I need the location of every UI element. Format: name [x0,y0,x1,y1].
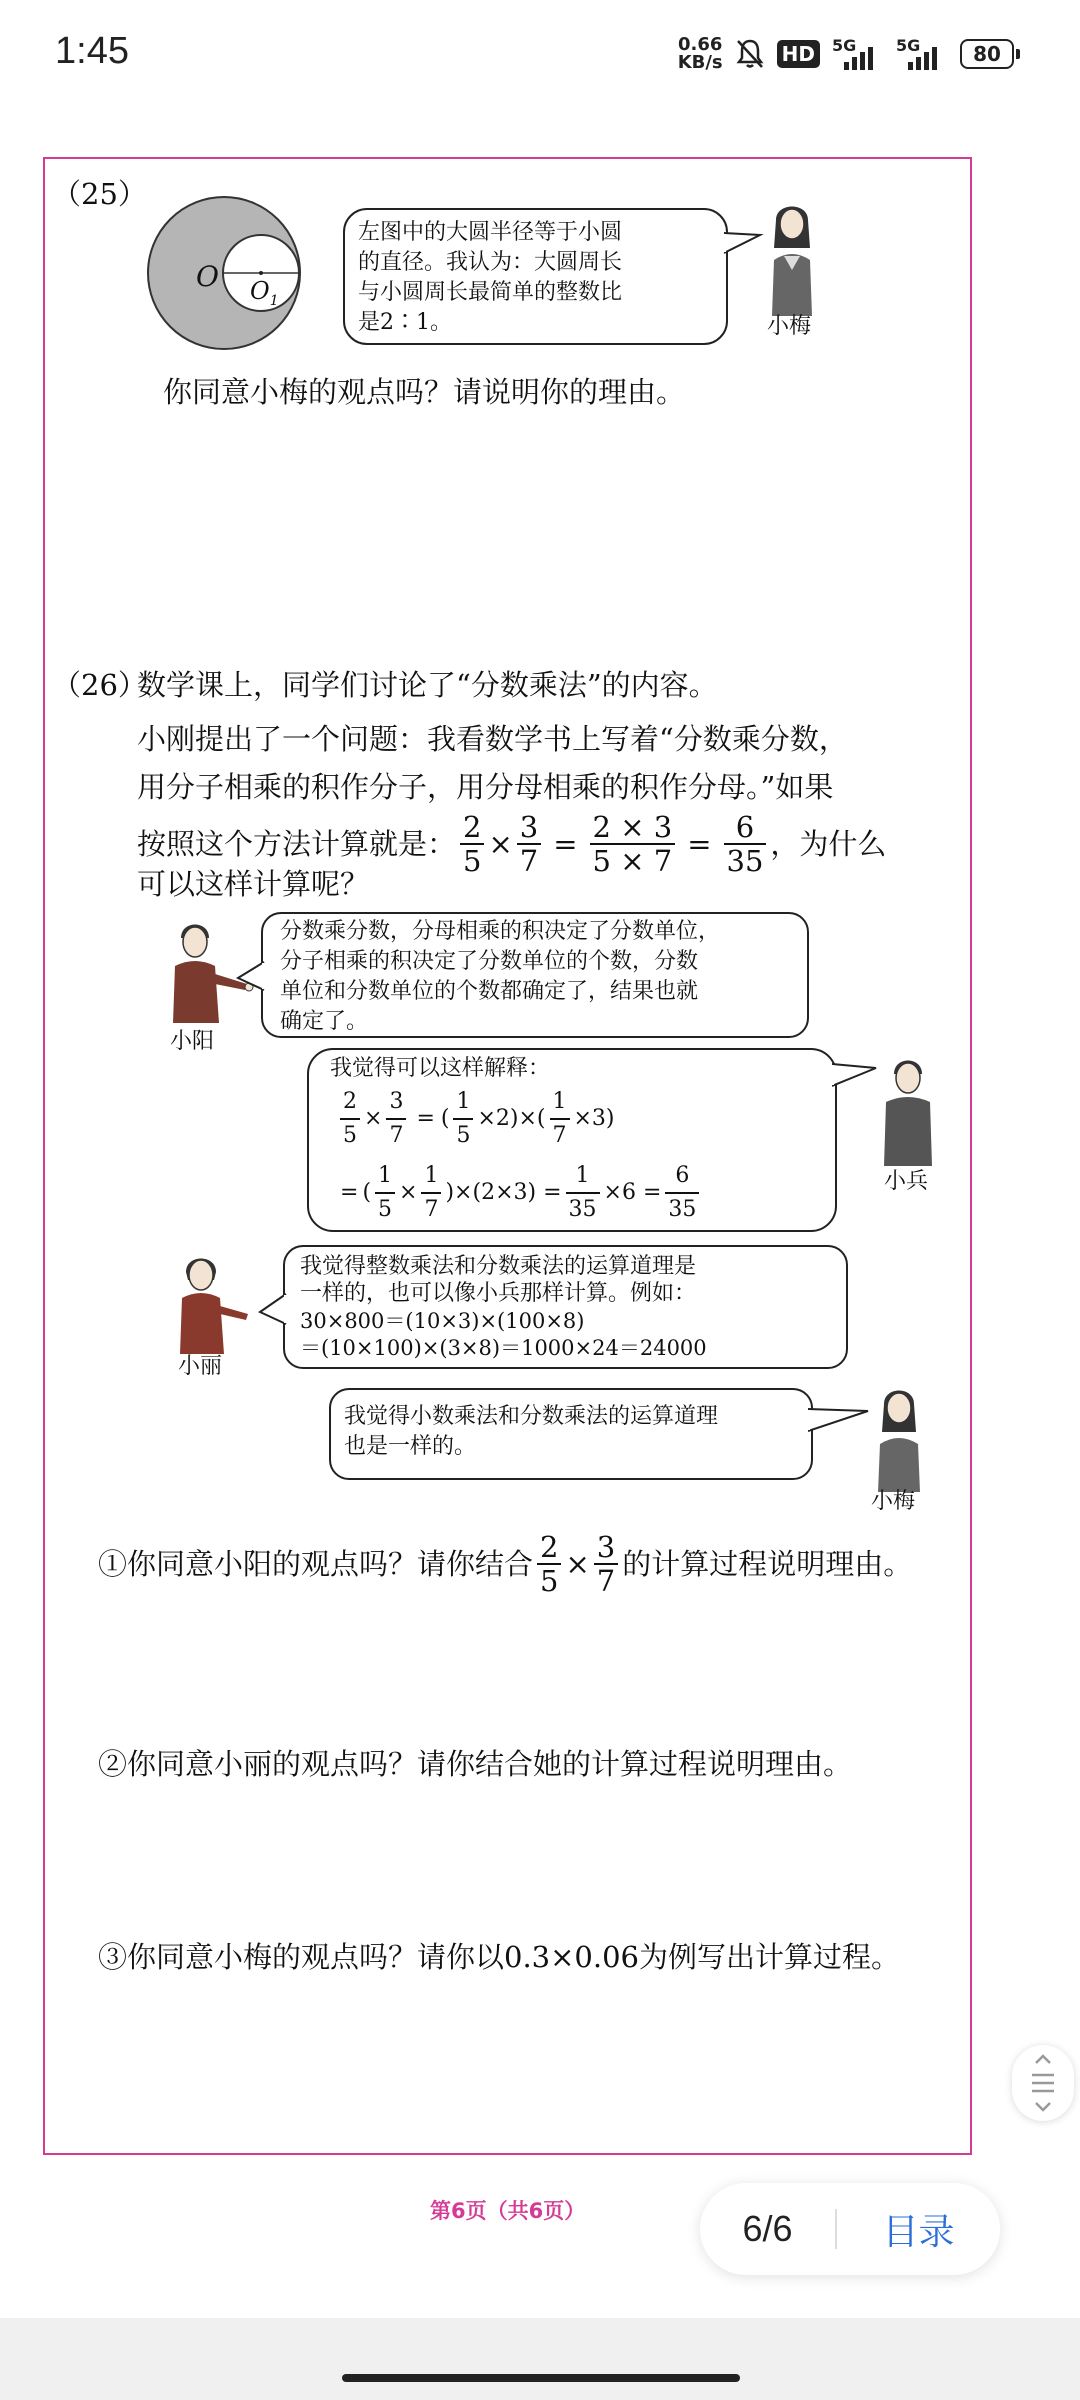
bubble-line: 分子相乘的积决定了分数单位的个数，分数 [280,949,699,974]
speaker-name: 小丽 [178,1354,223,1379]
bubble-line: 我觉得整数乘法和分数乘法的运算道理是 [300,1254,697,1279]
question-26-intro: 数学课上，同学们讨论了“分数乘法”的内容。 [137,668,718,702]
bubble-line: ＝(10×100)×(3×8)＝1000×24＝24000 [300,1336,707,1360]
question-25-text: 你同意小梅的观点吗？请说明你的理由。 [163,375,686,409]
question-26-number: （26） [52,668,147,702]
bubble-line: 分数乘分数，分母相乘的积决定了分数单位， [280,919,721,944]
sub-question-1: ①你同意小阳的观点吗？请你结合 $\frac{2}{5}$ × $\frac{3}{7}$ 的计算过程说明理由。 [98,1530,913,1598]
status-time: 1:45 [55,30,129,72]
bubble-line: 30×800＝(10×3)×(100×8) [300,1309,585,1333]
bubble-line: 是2∶1。 [358,310,452,335]
math-line-2: = ( $\frac{1}{5}$ × $\frac{1}{7}$ )×(2×3) = $\frac{1}{35}$ ×6 = $\frac{6}{35}$ [340,1160,703,1226]
girl-figure-icon [868,1382,930,1492]
bubble-line: 也是一样的。 [344,1434,477,1459]
question-26-line: 用分子相乘的积作分子，用分母相乘的积作分母。”如果 [137,770,834,804]
signal-icon: 5G [832,36,884,72]
circle-label-o1: $O_1$ [250,277,279,309]
battery-icon: 80 [960,39,1020,69]
speaker-name: 小梅 [871,1489,916,1514]
bubble-line: 我觉得小数乘法和分数乘法的运算道理 [344,1404,719,1429]
bubble-tail [808,1405,872,1445]
bubble-line: 我觉得可以这样解释： [330,1056,551,1081]
status-icons [678,34,1020,74]
speaker-name: 小梅 [767,314,812,339]
bubble-line: 确定了。 [280,1009,369,1034]
boy-figure-icon [868,1054,948,1166]
bell-off-icon [735,38,765,70]
bubble-line: 的直径。我认为：大圆周长 [358,250,623,275]
page-nav-pill [700,2183,1000,2275]
scroll-grip-icon [1012,2045,1074,2121]
circle-diagram [146,195,306,355]
bubble-tail [236,960,266,1000]
bubble-tail [258,1292,288,1332]
hd-badge: HD [777,40,820,68]
circle-label-o: O [196,260,219,293]
sub-question-3: ③你同意小梅的观点吗？请你以0.3×0.06为例写出计算过程。 [98,1940,900,1974]
question-26-formula-line: 按照这个方法计算就是： $\frac{2}{5}$ × $\frac{3}{7}$ = $\frac{2 \times 3}{5 \times 7}$ = $\frac{6}{35}$ ，为什么 [137,810,887,878]
speaker-name: 小兵 [884,1169,929,1194]
bubble-tail [724,225,764,265]
speaker-name: 小阳 [170,1029,215,1054]
bubble-line: 单位和分数单位的个数都确定了，结果也就 [280,979,699,1004]
question-25-number: （25） [52,177,147,211]
math-line-1: $\frac{2}{5}$ × $\frac{3}{7}$ = ( $\frac{1}{5}$ ×2)×( $\frac{1}{7}$ ×3) [336,1086,615,1152]
signal-icon: 5G [896,36,948,72]
network-speed: 0.66 KB/s [677,34,723,73]
bubble-line: 与小圆周长最简单的整数比 [358,280,623,305]
bubble-line: 左图中的大圆半径等于小圆 [358,220,623,245]
home-indicator[interactable] [342,2374,740,2382]
toc-button[interactable]: 目录 [882,2211,955,2253]
scroll-handle[interactable] [1012,2045,1074,2121]
status-bar [0,0,1080,110]
question-26-line: 可以这样计算呢？ [137,867,370,901]
bubble-line: 一样的，也可以像小兵那样计算。例如： [300,1281,697,1306]
girl-figure-icon [762,198,822,316]
bottom-bar [0,2318,1080,2400]
page-number-label: 第6页（共6页） [430,2199,586,2223]
question-26-line: 小刚提出了一个问题：我看数学书上写着“分数乘分数， [137,722,848,756]
page-count[interactable]: 6/6 [742,2208,793,2249]
sub-question-2: ②你同意小丽的观点吗？请你结合她的计算过程说明理由。 [98,1747,853,1781]
girl-figure-icon [168,1250,258,1354]
